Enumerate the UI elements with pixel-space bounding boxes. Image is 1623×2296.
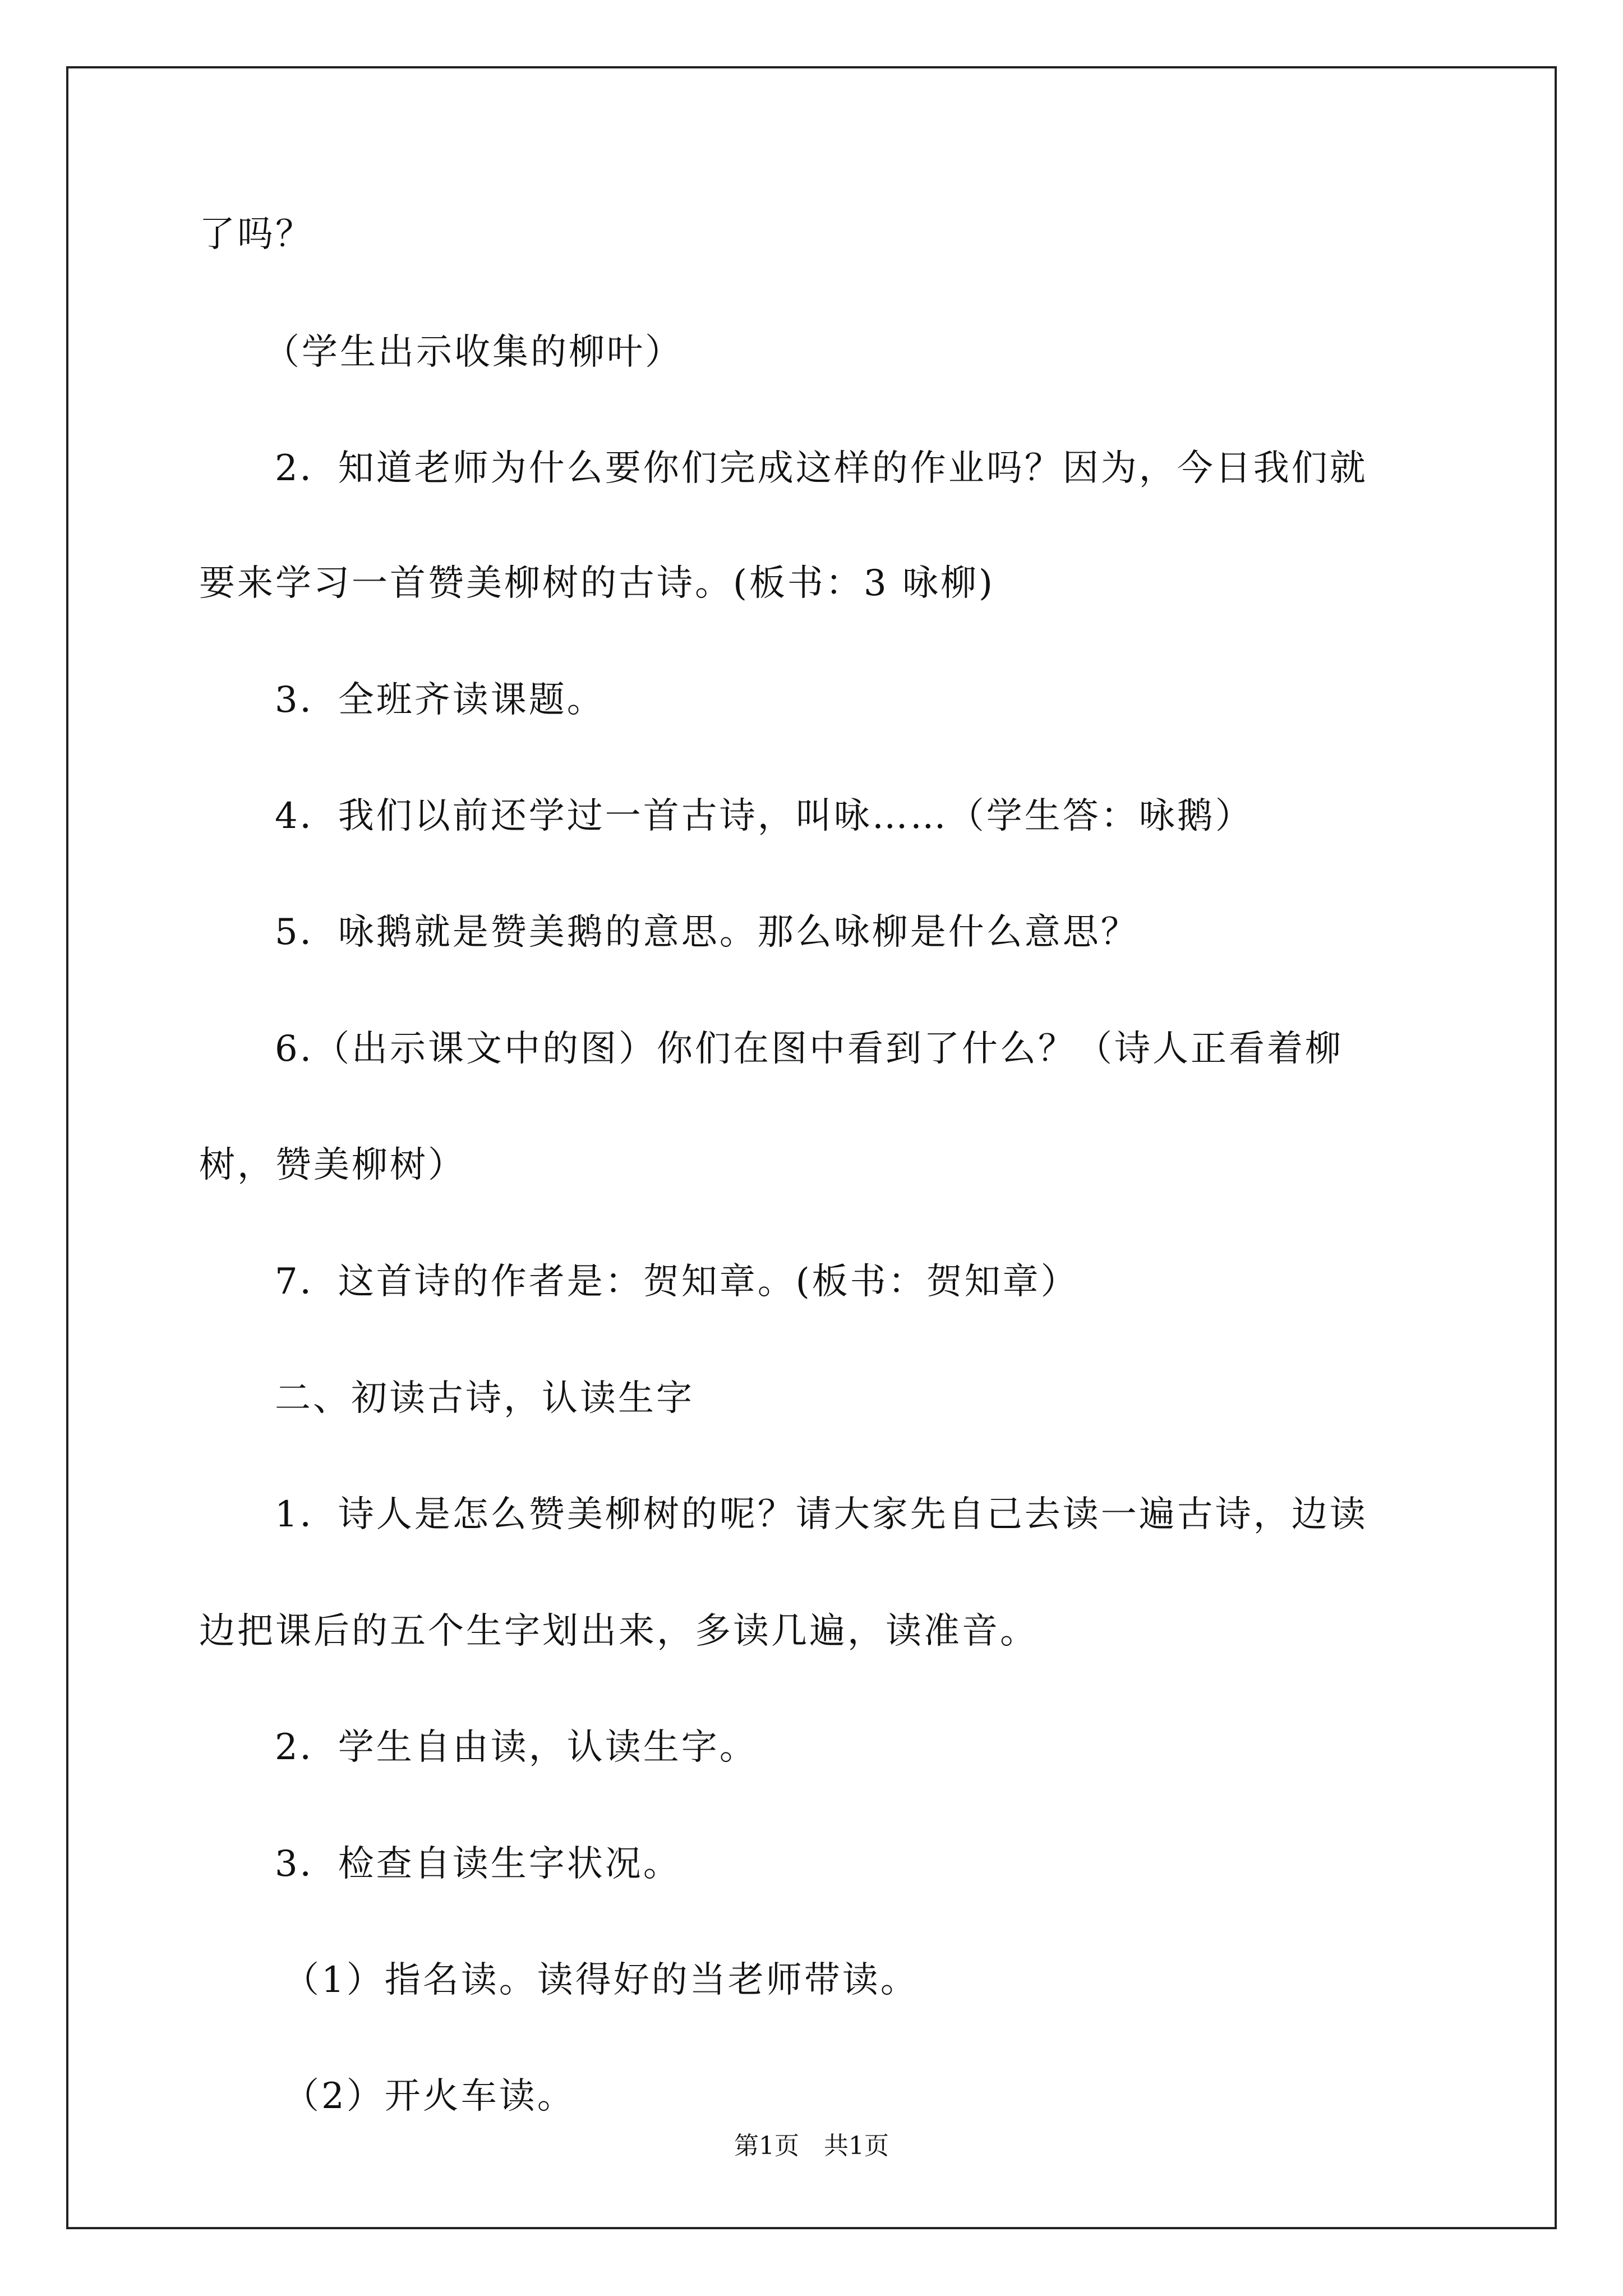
text-line: 了吗？ [199,214,313,255]
text-line: 4．我们以前还学过一首古诗，叫咏……（学生答：咏鹅） [275,795,1253,837]
text-line: 边把课后的五个生字划出来，多读几遍，读准音。 [199,1611,1038,1652]
text-line: 树，赞美柳树） [199,1144,466,1186]
text-line: 3．检查自读生字状况。 [275,1843,681,1885]
text-line: 1．诗人是怎么赞美柳树的呢？请大家先自己去读一遍古诗，边读 [275,1494,1368,1535]
text-line: 要来学习一首赞美柳树的古诗。(板书：3 咏柳) [199,563,995,604]
document-body [199,0,1422,2019]
text-line: 6.（出示课文中的图）你们在图中看到了什么？（诗人正看着柳 [275,1028,1344,1070]
text-line: 5．咏鹅就是赞美鹅的意思。那么咏柳是什么意思？ [275,912,1139,953]
text-line: （1）指名读。读得好的当老师带读。 [283,1959,919,2001]
text-line: 2．知道老师为什么要你们完成这样的作业吗？因为，今日我们就 [275,448,1368,489]
document-body-tail [199,2019,1422,2132]
section-heading: 二、初读古诗，认读生字 [275,1378,694,1419]
text-line: 2．学生自由读，认读生字。 [275,1727,758,1768]
page-number: 第1页 共1页 [734,2132,889,2160]
text-line: （学生出示收集的柳叶） [264,332,683,373]
text-line: 3．全班齐读课题。 [275,679,605,721]
text-line: 7．这首诗的作者是：贺知章。(板书：贺知章） [275,1261,1079,1303]
text-line: （2）开火车读。 [283,2076,575,2117]
